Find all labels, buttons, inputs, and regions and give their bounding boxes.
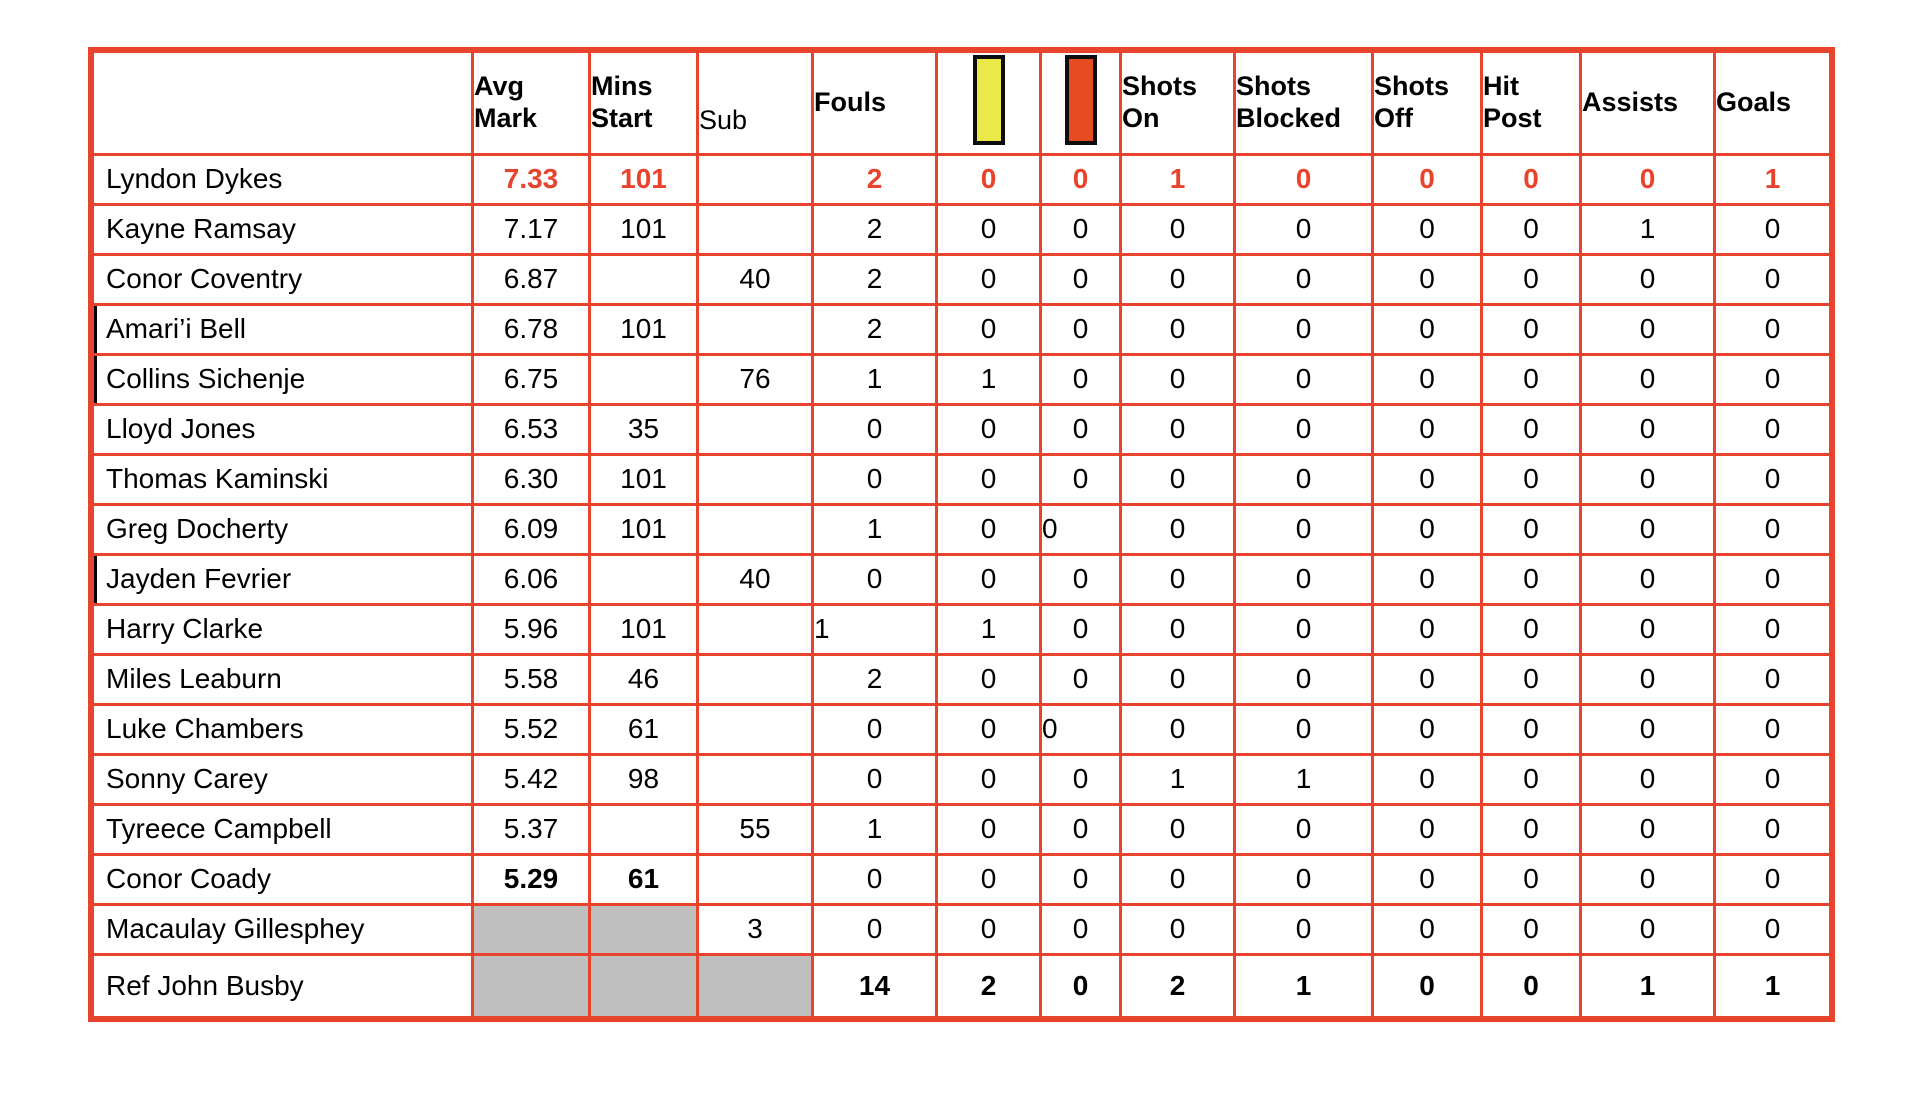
stat-cell-mins-start [591,906,699,956]
stat-cell-mins-start [591,256,699,306]
stat-cell-yellow-card: 0 [938,406,1042,456]
stat-cell-red-card: 0 [1042,856,1122,906]
stat-cell-red-card: 0 [1042,456,1122,506]
column-header-avg-mark: Avg Mark [474,53,591,156]
player-stats-table [88,47,1835,1022]
stat-cell-yellow-card: 0 [938,856,1042,906]
stat-cell-assists: 0 [1582,606,1716,656]
stat-cell-goals: 0 [1716,606,1829,656]
stat-cell-avg-mark: 5.58 [474,656,591,706]
stat-cell-red-card: 0 [1042,606,1122,656]
stat-cell-yellow-card: 0 [938,206,1042,256]
stat-cell-hit-post: 0 [1483,856,1582,906]
stat-cell-goals: 0 [1716,206,1829,256]
stat-cell-shots-on: 0 [1122,906,1236,956]
player-name-cell: Collins Sichenje [94,356,474,406]
stat-cell-hit-post: 0 [1483,606,1582,656]
table-row [94,506,1829,556]
table-row [94,706,1829,756]
stat-cell-avg-mark: 5.37 [474,806,591,856]
stat-cell-fouls: 0 [814,406,938,456]
stat-cell-fouls: 0 [814,706,938,756]
table-row [94,306,1829,356]
stat-cell-goals: 0 [1716,556,1829,606]
stat-cell-assists: 0 [1582,256,1716,306]
player-name-cell: Greg Docherty [94,506,474,556]
stat-cell-shots-on: 0 [1122,556,1236,606]
stat-cell-sub [699,856,814,906]
stat-cell-red-card: 0 [1042,206,1122,256]
player-name-cell: Lloyd Jones [94,406,474,456]
stat-cell-yellow-card: 0 [938,806,1042,856]
column-header-shots-off: Shots Off [1374,53,1483,156]
stat-cell-avg-mark: 6.30 [474,456,591,506]
stat-cell-mins-start [591,556,699,606]
stat-cell-shots-off: 0 [1374,706,1483,756]
stat-cell-red-card: 0 [1042,356,1122,406]
stat-cell-sub [699,706,814,756]
stat-cell-shots-on: 0 [1122,456,1236,506]
stat-cell-goals: 0 [1716,506,1829,556]
stat-cell-mins-start: 101 [591,606,699,656]
stat-cell-mins-start: 101 [591,206,699,256]
stat-cell-sub [699,406,814,456]
stat-cell-assists: 0 [1582,506,1716,556]
header-row [94,53,1829,156]
stat-cell-shots-off: 0 [1374,756,1483,806]
stat-cell-assists: 0 [1582,306,1716,356]
stat-cell-shots-blocked: 0 [1236,406,1374,456]
stat-cell-red-card: 0 [1042,556,1122,606]
stat-cell-shots-on: 0 [1122,206,1236,256]
stat-cell-shots-on: 0 [1122,856,1236,906]
stat-cell-sub [699,756,814,806]
stat-cell-red-card: 0 [1042,406,1122,456]
stat-cell-red-card: 0 [1042,506,1122,556]
stat-cell-hit-post: 0 [1483,356,1582,406]
stat-cell-goals: 0 [1716,306,1829,356]
stat-cell-assists: 0 [1582,356,1716,406]
stat-cell-fouls: 1 [814,356,938,406]
stat-cell-goals: 1 [1716,156,1829,206]
stat-cell-shots-off: 0 [1374,656,1483,706]
stat-cell-fouls: 1 [814,806,938,856]
column-header-assists: Assists [1582,53,1716,156]
player-name-cell: Miles Leaburn [94,656,474,706]
table-row [94,456,1829,506]
stat-cell-shots-on: 0 [1122,656,1236,706]
stat-cell-goals: 0 [1716,356,1829,406]
stat-cell-red-card: 0 [1042,706,1122,756]
column-header-yellow-card [938,53,1042,156]
table-row [94,856,1829,906]
column-header-player [94,53,474,156]
stat-cell-shots-off: 0 [1374,206,1483,256]
stat-cell-assists: 0 [1582,456,1716,506]
stat-cell-mins-start [591,356,699,406]
stat-cell-shots-on: 0 [1122,306,1236,356]
stat-cell-mins-start: 101 [591,306,699,356]
stat-cell-avg-mark: 6.53 [474,406,591,456]
stat-cell-assists: 0 [1582,406,1716,456]
stat-cell-goals: 0 [1716,656,1829,706]
column-header-shots-on: Shots On [1122,53,1236,156]
stat-cell-shots-blocked: 0 [1236,706,1374,756]
stat-cell-shots-blocked: 0 [1236,206,1374,256]
stat-cell-hit-post: 0 [1483,306,1582,356]
stat-cell-shots-blocked: 0 [1236,656,1374,706]
column-header-hit-post: Hit Post [1483,53,1582,156]
stat-cell-shots-blocked: 1 [1236,756,1374,806]
stat-cell-avg-mark: 7.33 [474,156,591,206]
stat-cell-fouls: 0 [814,856,938,906]
stat-cell-shots-off: 0 [1374,356,1483,406]
stat-cell-goals: 0 [1716,706,1829,756]
player-name-cell: Kayne Ramsay [94,206,474,256]
stat-cell-shots-off: 0 [1374,606,1483,656]
stat-cell-sub: 55 [699,806,814,856]
stat-cell-avg-mark: 6.78 [474,306,591,356]
stat-cell-sub [699,156,814,206]
stat-cell-sub [699,456,814,506]
stat-cell-fouls: 2 [814,656,938,706]
stat-cell-assists: 0 [1582,556,1716,606]
stat-cell-assists: 0 [1582,856,1716,906]
stat-cell-avg-mark: 6.75 [474,356,591,406]
stat-cell-mins-start: 98 [591,756,699,806]
stat-cell-yellow-card: 0 [938,156,1042,206]
stat-cell-mins-start: 46 [591,656,699,706]
stat-cell-shots-blocked: 1 [1236,956,1374,1016]
stat-cell-shots-on: 0 [1122,806,1236,856]
stat-cell-yellow-card: 0 [938,756,1042,806]
stat-cell-shots-blocked: 0 [1236,456,1374,506]
column-header-mins-start: Mins Start [591,53,699,156]
stat-cell-red-card: 0 [1042,756,1122,806]
stat-cell-fouls: 1 [814,506,938,556]
stat-cell-red-card: 0 [1042,256,1122,306]
stat-cell-shots-blocked: 0 [1236,606,1374,656]
stat-cell-shots-off: 0 [1374,456,1483,506]
column-header-sub: Sub [699,53,814,156]
stat-cell-goals: 1 [1764,969,1781,1001]
stat-cell-assists: 1 [1582,956,1716,1016]
stat-cell-fouls: 0 [814,906,938,956]
stat-cell-mins-start: 61 [591,706,699,756]
table-row [94,556,1829,606]
stat-cell-shots-on: 0 [1122,356,1236,406]
stat-cell-yellow-card: 0 [938,456,1042,506]
stat-cell-assists: 0 [1582,706,1716,756]
stat-cell-fouls: 2 [814,256,938,306]
stat-cell-sub: 40 [699,256,814,306]
stat-cell-shots-on: 2 [1122,956,1236,1016]
table-body [94,156,1829,1016]
stat-cell-assists: 0 [1582,806,1716,856]
stat-cell-avg-mark: 7.17 [474,206,591,256]
stat-cell-sub [699,506,814,556]
stat-cell-shots-on: 0 [1122,706,1236,756]
stat-cell-shots-blocked: 0 [1236,256,1374,306]
player-name-cell: Amari’i Bell [94,306,474,356]
player-name-cell: Tyreece Campbell [94,806,474,856]
player-name-cell: Conor Coady [94,856,474,906]
stat-cell-shots-blocked: 0 [1236,806,1374,856]
stat-cell-hit-post: 0 [1483,956,1582,1016]
stat-cell-assists: 0 [1582,756,1716,806]
table-row [94,906,1829,956]
table-row [94,156,1829,206]
stat-cell-goals: 0 [1716,256,1829,306]
player-name-cell: Conor Coventry [94,256,474,306]
table-row [94,656,1829,706]
stat-cell-mins-start: 35 [591,406,699,456]
table-row [94,956,1829,1016]
column-header-red-card [1042,53,1122,156]
stat-cell-shots-on: 1 [1122,756,1236,806]
column-header-shots-blocked: Shots Blocked [1236,53,1374,156]
stat-cell-shots-off: 0 [1374,506,1483,556]
stat-cell-shots-on: 1 [1122,156,1236,206]
table-row [94,356,1829,406]
stat-cell-hit-post: 0 [1483,756,1582,806]
stat-cell-yellow-card: 1 [938,606,1042,656]
stat-cell-yellow-card: 0 [938,556,1042,606]
player-name-cell: Thomas Kaminski [94,456,474,506]
table-header [94,53,1829,156]
stat-cell-assists: 0 [1582,906,1716,956]
column-header-goals: Goals [1716,53,1829,156]
table-row [94,606,1829,656]
stat-cell-shots-off: 0 [1374,906,1483,956]
stat-cell-sub [699,656,814,706]
stat-cell-hit-post: 0 [1483,206,1582,256]
stat-cell-yellow-card: 0 [938,256,1042,306]
player-name-cell: Luke Chambers [94,706,474,756]
stat-cell-fouls: 14 [814,956,938,1016]
stat-cell-hit-post: 0 [1483,456,1582,506]
table-row [94,256,1829,306]
stat-cell-shots-off: 0 [1374,406,1483,456]
table-row [94,806,1829,856]
stat-cell-fouls: 2 [814,306,938,356]
stat-cell-sub [699,206,814,256]
yellow-card-icon [973,55,1005,145]
stat-cell-mins-start: 101 [591,506,699,556]
stat-cell-shots-blocked: 0 [1236,156,1374,206]
stat-cell-yellow-card: 1 [938,356,1042,406]
stat-cell-yellow-card: 0 [938,706,1042,756]
stat-cell-avg-mark: 6.87 [474,256,591,306]
stat-cell-fouls: 2 [814,156,938,206]
stat-cell-yellow-card: 0 [938,506,1042,556]
stat-cell-shots-on: 0 [1122,506,1236,556]
stat-cell-fouls: 0 [814,556,938,606]
stat-cell-shots-off: 0 [1374,556,1483,606]
stat-cell-shots-blocked: 0 [1236,356,1374,406]
stat-cell-avg-mark [474,906,591,956]
stat-cell-hit-post: 0 [1483,906,1582,956]
stat-cell-hit-post: 0 [1483,656,1582,706]
stat-cell-red-card: 0 [1042,656,1122,706]
stat-cell-hit-post: 0 [1483,706,1582,756]
stat-cell-hit-post: 0 [1483,556,1582,606]
stat-cell-goals: 0 [1716,756,1829,806]
stat-cell-avg-mark [474,956,591,1016]
stat-cell-mins-start [591,956,699,1016]
stat-cell-sub [699,956,814,1016]
stat-cell-mins-start: 101 [591,156,699,206]
player-name-cell: Jayden Fevrier [94,556,474,606]
stat-cell-sub [699,306,814,356]
stat-cell-shots-blocked: 0 [1236,306,1374,356]
player-name-cell: Harry Clarke [94,606,474,656]
player-name-cell: Lyndon Dykes [94,156,474,206]
stat-cell-hit-post: 0 [1483,156,1582,206]
stat-cell-shots-off: 0 [1374,306,1483,356]
player-name-cell: Ref John Busby [94,956,474,1016]
stat-cell-goals: 0 [1716,906,1829,956]
player-name-cell: Macaulay Gillesphey [94,906,474,956]
stat-cell-sub: 40 [699,556,814,606]
stat-cell-assists: 0 [1582,656,1716,706]
stat-cell-shots-on: 0 [1122,406,1236,456]
stat-cell-yellow-card: 0 [938,656,1042,706]
stat-cell-sub [699,606,814,656]
stat-cell-fouls: 0 [814,756,938,806]
stat-cell-fouls: 1 [814,606,938,656]
stat-cell-yellow-card: 0 [938,906,1042,956]
stat-cell-shots-on: 0 [1122,606,1236,656]
player-name-cell: Sonny Carey [94,756,474,806]
column-header-fouls: Fouls [814,53,938,156]
stat-cell-shots-off: 0 [1374,856,1483,906]
stat-cell-fouls: 0 [814,456,938,506]
table-row [94,756,1829,806]
red-card-icon [1065,55,1097,145]
stat-cell-avg-mark: 6.09 [474,506,591,556]
stat-cell-shots-off: 0 [1374,956,1483,1016]
stat-cell-assists: 1 [1582,206,1716,256]
stat-cell-red-card: 0 [1042,956,1122,1016]
table-row [94,206,1829,256]
stat-cell-hit-post: 0 [1483,406,1582,456]
stat-cell-mins-start [591,806,699,856]
stat-cell-sub: 3 [699,906,814,956]
stat-cell-shots-off: 0 [1374,806,1483,856]
stat-cell-shots-on: 0 [1122,256,1236,306]
stat-cell-red-card: 0 [1042,906,1122,956]
stat-cell-goals: 0 [1716,856,1829,906]
stat-cell-yellow-card: 2 [938,956,1042,1016]
stat-cell-avg-mark: 5.29 [474,856,591,906]
stat-cell-avg-mark: 5.52 [474,706,591,756]
stat-cell-goals: 0 [1716,406,1829,456]
stat-cell-hit-post: 0 [1483,806,1582,856]
stat-cell-shots-off: 0 [1374,256,1483,306]
stat-cell-fouls: 2 [814,206,938,256]
stat-cell-red-card: 0 [1042,806,1122,856]
stat-cell-avg-mark: 5.96 [474,606,591,656]
stat-cell-red-card: 0 [1042,306,1122,356]
stat-cell-avg-mark: 5.42 [474,756,591,806]
stat-cell-goals: 0 [1716,456,1829,506]
stat-cell-assists: 0 [1582,156,1716,206]
stat-cell-hit-post: 0 [1483,506,1582,556]
stat-cell-hit-post: 0 [1483,256,1582,306]
stat-cell-goals: 0 [1716,806,1829,856]
stat-cell-mins-start: 101 [591,456,699,506]
stat-cell-shots-blocked: 0 [1236,556,1374,606]
stat-cell-yellow-card: 0 [938,306,1042,356]
stat-cell-shots-blocked: 0 [1236,906,1374,956]
stat-cell-sub: 76 [699,356,814,406]
stat-cell-avg-mark: 6.06 [474,556,591,606]
table-row [94,406,1829,456]
stat-cell-mins-start: 61 [591,856,699,906]
stat-cell-red-card: 0 [1042,156,1122,206]
stat-cell-shots-off: 0 [1374,156,1483,206]
stat-cell-shots-blocked: 0 [1236,856,1374,906]
stat-cell-shots-blocked: 0 [1236,506,1374,556]
